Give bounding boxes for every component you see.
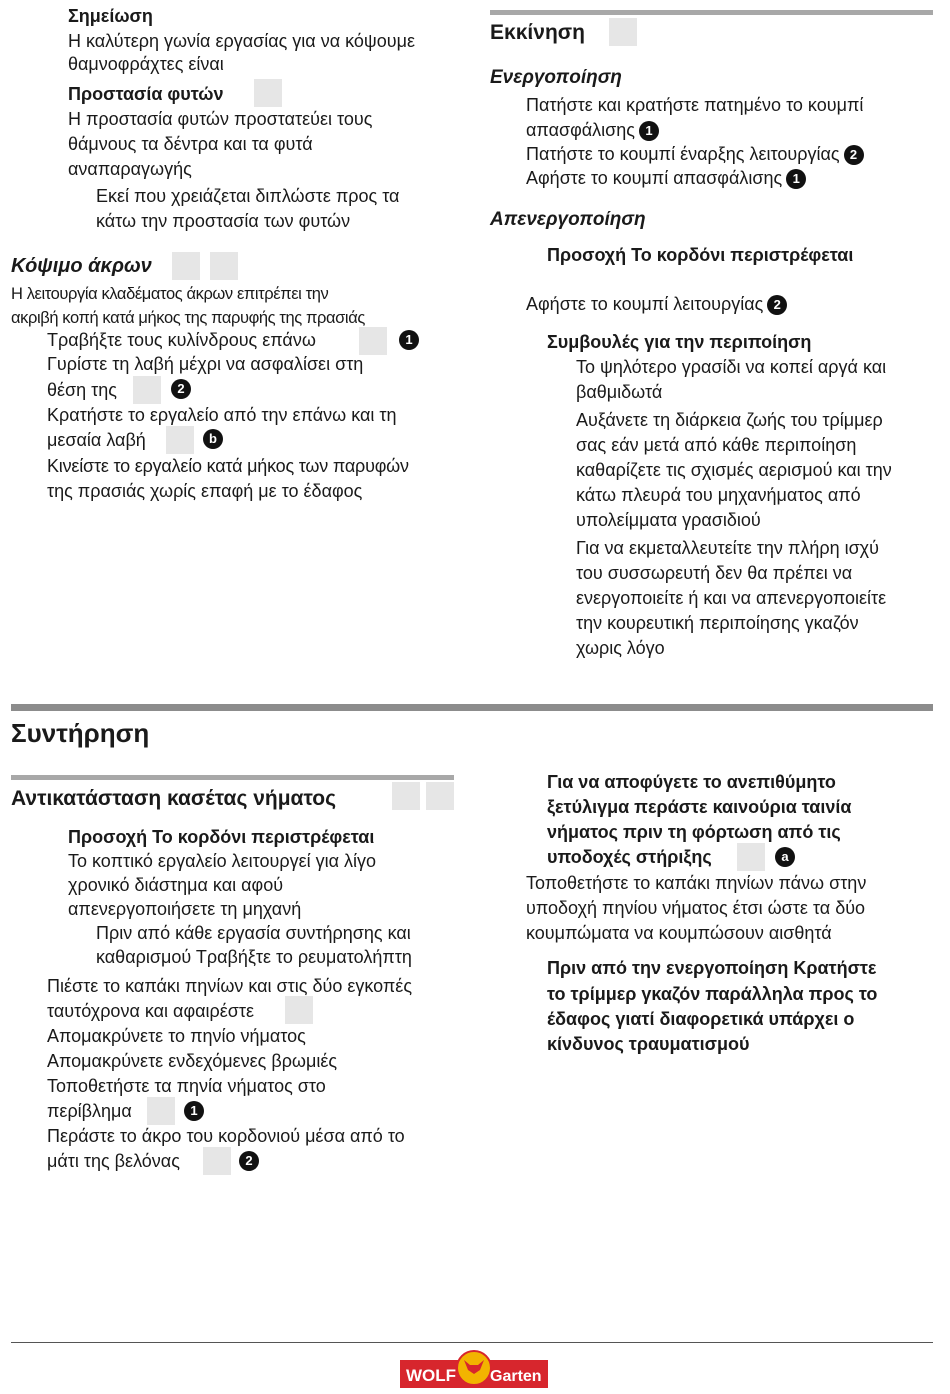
cassette-heading: Αντικατάσταση κασέτας νήματος	[11, 787, 336, 810]
note-line: θαμνοφράχτες είναι	[68, 54, 224, 74]
edge-intro-line: ακριβή κοπή κατά μήκος της παρυφής της πρασιάς	[11, 309, 365, 327]
edge-intro-line: Η λειτουργία κλαδέματος άκρων επιτρέπει την	[11, 285, 329, 303]
tip-line: σας εάν μετά από κάθε περιποίηση	[576, 435, 857, 455]
step-marker-a: a	[771, 847, 795, 867]
warning-line: κίνδυνος τραυματισμού	[547, 1034, 750, 1054]
svg-text:Garten: Garten	[490, 1368, 542, 1385]
cap-line: υποδοχή πηνίου νήματος έτσι ώστε τα δύο	[526, 898, 866, 918]
warning-line: Πριν από την ενεργοποίηση Κρατήστε	[547, 958, 877, 978]
edge-step: Τραβήξτε τους κυλίνδρους επάνω	[47, 330, 316, 350]
maintenance-step: μάτι της βελόνας	[47, 1151, 180, 1171]
step-marker-2: 2	[844, 145, 864, 165]
step-marker-b: b	[199, 429, 223, 449]
maintenance-step: Τοποθετήστε τα πηνία νήματος στο	[47, 1076, 326, 1096]
figure-ref-box	[426, 782, 454, 810]
start-heading: Εκκίνηση	[490, 21, 585, 44]
edge-step: Κινείστε το εργαλείο κατά μήκος των παρυφών	[47, 456, 409, 476]
maintenance-heading: Συντήρηση	[11, 718, 150, 748]
tip-line: την κουρευτική περιποίησης γκαζόν	[576, 613, 859, 633]
plant-line: Η προστασία φυτών προστατεύει τους	[68, 109, 373, 129]
edge-trim-heading: Κόψιμο άκρων	[11, 255, 152, 277]
tip-line: βαθμιδωτά	[576, 382, 663, 402]
plant-tip-line: Εκεί που χρειάζεται διπλώστε προς τα	[96, 186, 400, 206]
figure-ref-box	[203, 1147, 231, 1175]
maintenance-step: Απομακρύνετε το πηνίο νήματος	[47, 1026, 306, 1046]
caution-line: απενεργοποιήσετε τη μηχανή	[68, 899, 302, 919]
tip-line: κάτω πλευρά του μηχανήματος από	[576, 485, 861, 505]
maintenance-step: περίβλημα	[47, 1101, 132, 1121]
figure-ref-box	[133, 376, 161, 404]
note-line: Η καλύτερη γωνία εργασίας για να κόψουμε	[68, 31, 415, 51]
step-marker-2: 2	[167, 379, 191, 399]
tip-line: υπολείμματα γρασιδιού	[576, 510, 761, 530]
caution-text: Προσοχή Το κορδόνι περιστρέφεται	[547, 245, 854, 265]
edge-step: μεσαία λαβή	[47, 430, 146, 450]
winding-note-line: Για να αποφύγετε το ανεπιθύμητο	[547, 772, 836, 792]
winding-note-line: ξετύλιγμα περάστε καινούρια ταινία	[547, 797, 852, 817]
tip-line: Το ψηλότερο γρασίδι να κοπεί αργά και	[576, 357, 887, 377]
step-marker-1: 1	[180, 1101, 204, 1121]
maintenance-step: Περάστε το άκρο του κορδονιού μέσα από το	[47, 1126, 405, 1146]
main-section-rule	[11, 704, 933, 711]
section-rule	[11, 775, 454, 780]
footer-rule	[11, 1342, 933, 1343]
tip-line: Αυξάνετε τη διάρκεια ζωής του τρίμμερ	[576, 410, 883, 430]
tip-line: Για να εκμεταλλευτείτε την πλήρη ισχύ	[576, 538, 879, 558]
figure-ref-box	[285, 996, 313, 1024]
figure-ref-box	[392, 782, 420, 810]
figure-ref-box	[172, 252, 200, 280]
warning-line: έδαφος γιατί διαφορετικά υπάρχει ο	[547, 1009, 855, 1029]
figure-ref-box	[359, 327, 387, 355]
warning-line: το τρίμμερ γκαζόν παράλληλα προς το	[547, 984, 878, 1004]
switch-off-heading: Απενεργοποίηση	[490, 209, 646, 230]
switch-on-line: Αφήστε το κουμπί απασφάλισης 1	[526, 166, 806, 191]
plant-protection-heading: Προστασία φυτών	[68, 84, 224, 104]
tip-line: καθαρισμού Τραβήξτε το ρευματολήπτη	[96, 947, 412, 967]
winding-note-line: νήματος πριν τη φόρτωση από τις	[547, 822, 841, 842]
figure-ref-box	[737, 843, 765, 871]
figure-ref-box	[254, 79, 282, 107]
switch-on-line: απασφάλισης 1	[526, 118, 659, 143]
tip-line: Πριν από κάθε εργασία συντήρησης και	[96, 923, 411, 943]
figure-ref-box	[210, 252, 238, 280]
plant-line: θάμνους τα δέντρα και τα φυτά	[68, 134, 313, 154]
plant-line: αναπαραγωγής	[68, 159, 192, 179]
tip-line: χωρις λόγο	[576, 638, 665, 658]
svg-text:WOLF: WOLF	[406, 1366, 457, 1385]
edge-step: θέση της	[47, 380, 117, 400]
tip-line: ενεργοποιείτε ή και να απενεργοποιείτε	[576, 588, 887, 608]
step-marker-1: 1	[639, 121, 659, 141]
edge-step: Κρατήστε το εργαλείο από την επάνω και τη	[47, 405, 397, 425]
cap-line: Τοποθετήστε το καπάκι πηνίων πάνω στην	[526, 873, 867, 893]
switch-on-heading: Ενεργοποίηση	[490, 67, 622, 88]
step-marker-1: 1	[395, 330, 419, 350]
plant-tip-line: κάτω την προστασία των φυτών	[96, 211, 351, 231]
edge-step: της πρασιάς χωρίς επαφή με το έδαφος	[47, 481, 363, 501]
figure-ref-box	[166, 426, 194, 454]
figure-ref-box	[609, 18, 637, 46]
step-marker-2: 2	[767, 295, 787, 315]
care-tips-heading: Συμβουλές για την περιποίηση	[547, 332, 812, 352]
tip-line: του συσσωρευτή δεν θα πρέπει να	[576, 563, 853, 583]
logo-graphic	[400, 1350, 548, 1389]
section-rule	[490, 10, 933, 15]
caution-line: χρονικό διάστημα και αφού	[68, 875, 284, 895]
step-marker-2: 2	[235, 1151, 259, 1171]
step-marker-1: 1	[786, 169, 806, 189]
maintenance-step: ταυτόχρονα και αφαιρέστε	[47, 1001, 255, 1021]
caution-text: Προσοχή Το κορδόνι περιστρέφεται	[68, 827, 375, 847]
maintenance-step: Απομακρύνετε ενδεχόμενες βρωμιές	[47, 1051, 338, 1071]
caution-line: Το κοπτικό εργαλείο λειτουργεί για λίγο	[68, 851, 377, 871]
tip-line: καθαρίζετε τις σχισμές αερισμού και την	[576, 460, 892, 480]
cap-line: κουμπώματα να κουμπώσουν αισθητά	[526, 923, 832, 943]
switch-on-line: Πατήστε και κρατήστε πατημένο το κουμπί	[526, 95, 864, 115]
maintenance-step: Πιέστε το καπάκι πηνίων και στις δύο εγκοπές	[47, 976, 413, 996]
winding-note-line: υποδοχές στήριξης	[547, 847, 712, 867]
wolf-garten-logo	[400, 1350, 548, 1389]
note-heading: Σημείωση	[68, 6, 153, 26]
edge-step: Γυρίστε τη λαβή μέχρι να ασφαλίσει στη	[47, 354, 364, 374]
figure-ref-box	[147, 1097, 175, 1125]
switch-on-line: Πατήστε το κουμπί έναρξης λειτουργίας 2	[526, 142, 864, 167]
release-line: Αφήστε το κουμπί λειτουργίας 2	[526, 292, 787, 317]
